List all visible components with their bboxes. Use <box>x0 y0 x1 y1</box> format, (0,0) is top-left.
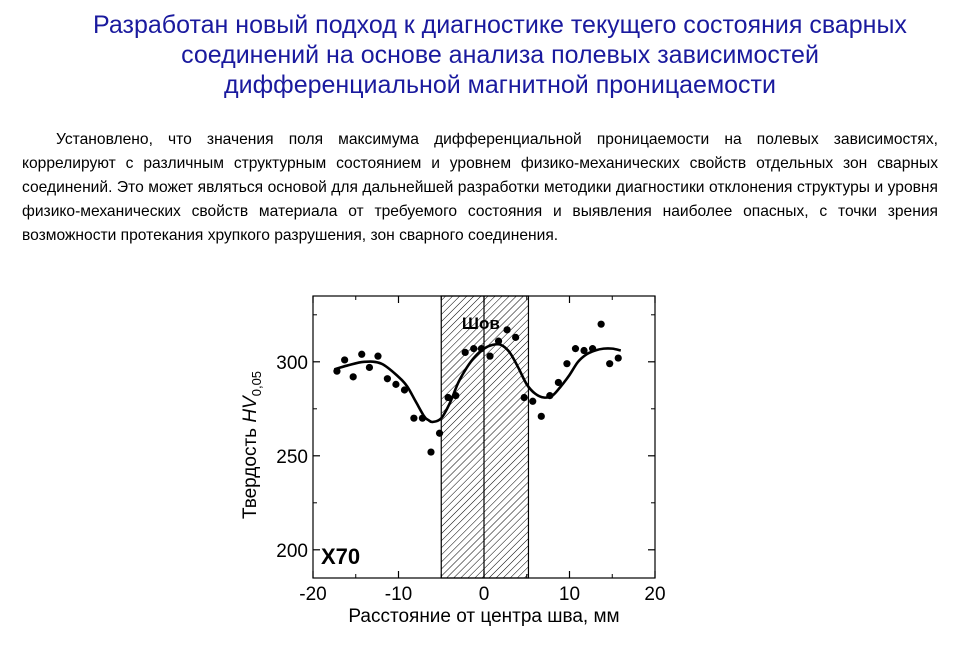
x-axis-label: Расстояние от центра шва, мм <box>348 606 620 627</box>
data-point <box>512 334 519 341</box>
data-point <box>572 345 579 352</box>
data-point <box>401 386 408 393</box>
data-point <box>598 321 605 328</box>
data-point <box>580 347 587 354</box>
data-point <box>478 345 485 352</box>
slide-title <box>40 10 960 100</box>
title-line-3: дифференциальной магнитной проницаемости <box>224 71 776 99</box>
data-point <box>529 398 536 405</box>
data-point <box>358 351 365 358</box>
data-point <box>436 430 443 437</box>
data-point <box>462 349 469 356</box>
data-point <box>350 373 357 380</box>
data-point <box>589 345 596 352</box>
y-tick-label: 200 <box>276 540 308 562</box>
x-tick-label: 20 <box>644 584 666 605</box>
data-point <box>419 415 426 422</box>
data-point <box>427 448 434 455</box>
data-point <box>486 353 493 360</box>
data-point <box>341 356 348 363</box>
title-line-2: соединений на основе анализа полевых зависимостей <box>181 41 819 69</box>
data-point <box>333 368 340 375</box>
y-axis-label-text: Твердость <box>240 422 261 520</box>
y-axis-label <box>240 371 264 519</box>
data-point <box>392 381 399 388</box>
data-point <box>410 415 417 422</box>
data-point <box>374 353 381 360</box>
y-tick-label: 300 <box>276 352 308 374</box>
hardness-chart <box>226 282 686 642</box>
x-tick-label: -20 <box>299 584 327 605</box>
data-point <box>546 392 553 399</box>
y-axis-label-hv: HV <box>240 396 261 423</box>
title-line-1: Разработан новый подход к диагностике текущего состояния сварных <box>93 11 907 39</box>
y-axis-label-sub: 0,05 <box>249 370 264 397</box>
data-point <box>470 345 477 352</box>
data-point <box>555 379 562 386</box>
data-point <box>615 354 622 361</box>
data-point <box>495 338 502 345</box>
data-point <box>452 392 459 399</box>
y-tick-label: 250 <box>276 446 308 468</box>
data-point <box>563 360 570 367</box>
data-point <box>444 394 451 401</box>
data-point <box>521 394 528 401</box>
description-paragraph: Установлено, что значения поля максимума дифференциальной проницаемости на полевых зависимостях, коррелируют с различным структурным состоянием и уровнем физико-механических свойств отдельных зон сварных соединений. Это может являться основой для дальнейшей разработки методики диагностики отклонения структуры и уровня физико-механических свойств материала от требуемого состояния и выявления наиболее опасных, с точки зрения возможности протекания хрупкого разрушения, зон сварного соединения. <box>22 131 938 244</box>
x-tick-label: -10 <box>384 584 413 605</box>
x-tick-label: 0 <box>478 584 490 605</box>
steel-grade-label: Х70 <box>321 544 361 569</box>
data-point <box>384 375 391 382</box>
seam-label: Шов <box>461 314 500 333</box>
data-point <box>538 413 545 420</box>
data-point <box>606 360 613 367</box>
data-point <box>503 326 510 333</box>
x-tick-label: 10 <box>558 584 581 605</box>
data-point <box>366 364 373 371</box>
